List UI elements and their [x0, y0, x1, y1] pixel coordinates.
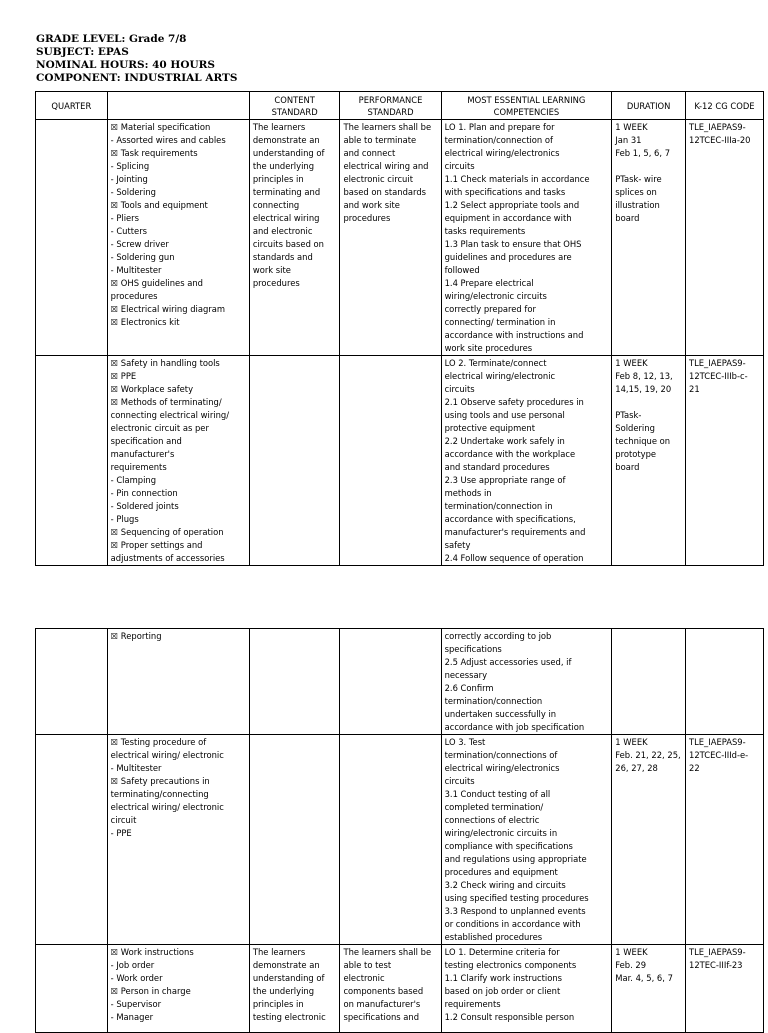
col-header-duration: DURATION — [612, 92, 686, 120]
cell-line: 14,15, 19, 20 — [615, 384, 672, 394]
cell-line: and connect — [343, 148, 396, 158]
cell-line: 3.2 Check wiring and circuits — [444, 880, 566, 890]
cell-line: - Job order — [110, 960, 155, 970]
cell-line: with specifications and tasks — [444, 187, 566, 197]
col-header-performance-standard: PERFORMANCE STANDARD — [340, 92, 441, 120]
table-row — [36, 629, 764, 735]
cell-line: 22 — [688, 763, 700, 773]
cell-line: procedures — [110, 291, 158, 301]
duration-cell — [612, 735, 686, 945]
cell-line: 2.4 Follow sequence of operation — [444, 553, 584, 563]
cell-line: the underlying — [252, 986, 315, 996]
cell-line: Feb. 21, 22, 25, — [615, 750, 681, 760]
melc-cell — [441, 120, 612, 356]
cell-line: work site — [252, 265, 291, 275]
cell-line: - Soldering gun — [110, 252, 175, 262]
quarter-cell — [36, 120, 108, 356]
cell-line: 12TCEC-IIIb-c- — [688, 371, 748, 381]
cell-line: The learners — [252, 122, 306, 132]
cell-line: LO 1. Determine criteria for — [444, 947, 560, 957]
cell-line: terminating and — [252, 187, 321, 197]
cell-line: - Pin connection — [110, 488, 178, 498]
cell-line: - Soldering — [110, 187, 156, 197]
cell-line: circuits — [444, 776, 475, 786]
cell-line: or conditions in accordance with — [444, 919, 581, 929]
cell-line: specification and — [110, 436, 182, 446]
cell-line: Feb. 29 — [615, 960, 647, 970]
cell-line: and electronic — [252, 226, 313, 236]
cell-line: Soldering — [615, 423, 655, 433]
cell-line: electronic circuit — [343, 174, 413, 184]
cell-line: 1.4 Prepare electrical — [444, 278, 534, 288]
col-header-melc: MOST ESSENTIAL LEARNING COMPETENCIES — [441, 92, 612, 120]
cell-line: accordance with specifications, — [444, 514, 576, 524]
cell-line: accordance with the workplace — [444, 449, 576, 459]
cell-line: established procedures — [444, 932, 543, 942]
nominal-hours: NOMINAL HOURS: 40 HOURS — [36, 59, 215, 71]
cell-line: board — [615, 462, 640, 472]
curriculum-table-page-1 — [35, 91, 764, 566]
content-standard-cell — [249, 629, 340, 735]
cell-line: adjustments of accessories — [110, 553, 225, 563]
cell-line: able to terminate — [343, 135, 417, 145]
content-cell — [107, 120, 249, 356]
content-standard-cell — [249, 120, 340, 356]
cell-line: ☒ Person in charge — [110, 986, 191, 996]
cell-line: specifications and — [343, 1012, 420, 1022]
cell-line: specifications — [444, 644, 502, 654]
cell-line: demonstrate an — [252, 135, 320, 145]
cell-line: understanding of — [252, 973, 325, 983]
cell-line: prototype — [615, 449, 657, 459]
cell-line: based on job order or client — [444, 986, 561, 996]
quarter-cell — [36, 356, 108, 566]
cell-line: - Pliers — [110, 213, 139, 223]
performance-standard-cell — [340, 945, 441, 1033]
cell-line: equipment in accordance with — [444, 213, 572, 223]
cell-line: and work site — [343, 200, 400, 210]
performance-standard-cell — [340, 629, 441, 735]
content-cell — [107, 735, 249, 945]
cell-line: ☒ Testing procedure of — [110, 737, 207, 747]
cell-line: 1.2 Select appropriate tools and — [444, 200, 580, 210]
content-standard-cell — [249, 356, 340, 566]
col-header-content — [107, 92, 249, 120]
cell-line: - Manager — [110, 1012, 154, 1022]
table-header-row — [36, 92, 764, 120]
cell-line: safety — [444, 540, 471, 550]
cell-line: requirements — [444, 999, 501, 1009]
cell-line: electrical wiring/ electronic — [110, 802, 224, 812]
cell-line: wiring/electronic circuits in — [444, 828, 558, 838]
cell-line: the underlying — [252, 161, 315, 171]
cell-line: 26, 27, 28 — [615, 763, 658, 773]
cell-line: ☒ Task requirements — [110, 148, 198, 158]
performance-standard-cell — [340, 356, 441, 566]
cell-line: 1 WEEK — [615, 737, 648, 747]
cell-line: connecting — [252, 200, 300, 210]
code-cell — [685, 629, 763, 735]
cell-line: requirements — [110, 462, 167, 472]
code-cell — [685, 735, 763, 945]
cell-line: - PPE — [110, 828, 132, 838]
melc-cell — [441, 735, 612, 945]
quarter-cell — [36, 945, 108, 1033]
cell-line: electrical wiring and — [343, 161, 429, 171]
cell-line: 2.5 Adjust accessories used, if — [444, 657, 572, 667]
cell-line: components based — [343, 986, 424, 996]
melc-cell — [441, 945, 612, 1033]
cell-line: standards and — [252, 252, 313, 262]
cell-line: 12TEC-IIIf-23 — [688, 960, 743, 970]
cell-line: electronic circuit as per — [110, 423, 209, 433]
quarter-cell — [36, 629, 108, 735]
col-header-content-standard: CONTENT STANDARD — [249, 92, 340, 120]
cell-line: termination/connection in — [444, 501, 553, 511]
cell-line: followed — [444, 265, 480, 275]
cell-line: accordance with instructions and — [444, 330, 584, 340]
cell-line: PTask- wire — [615, 174, 662, 184]
cell-line: ☒ Methods of terminating/ — [110, 397, 222, 407]
col-header-quarter: QUARTER — [36, 92, 108, 120]
cell-line: 1.1 Check materials in accordance — [444, 174, 590, 184]
component: COMPONENT: INDUSTRIAL ARTS — [36, 72, 238, 84]
cell-line: termination/connection of — [444, 135, 553, 145]
cell-line: Feb 8, 12, 13, — [615, 371, 673, 381]
document-header — [36, 33, 237, 85]
performance-standard-cell — [340, 120, 441, 356]
cell-line: ☒ OHS guidelines and — [110, 278, 203, 288]
cell-line: electrical wiring/electronics — [444, 148, 560, 158]
cell-line: ☒ PPE — [110, 371, 137, 381]
cell-line: LO 2. Terminate/connect — [444, 358, 547, 368]
cell-line: ☒ Material specification — [110, 122, 211, 132]
cell-line: ☒ Sequencing of operation — [110, 527, 224, 537]
cell-line: procedures — [343, 213, 391, 223]
cell-line: principles in — [252, 999, 304, 1009]
duration-cell — [612, 629, 686, 735]
code-cell — [685, 120, 763, 356]
cell-line: guidelines and procedures are — [444, 252, 572, 262]
cell-line: 3.3 Respond to unplanned events — [444, 906, 586, 916]
cell-line: tasks requirements — [444, 226, 526, 236]
cell-line: based on standards — [343, 187, 427, 197]
cell-line: work site procedures — [444, 343, 533, 353]
cell-line: ☒ Reporting — [110, 631, 162, 641]
cell-line: Feb 1, 5, 6, 7 — [615, 148, 671, 158]
cell-line: ☒ Proper settings and — [110, 540, 203, 550]
code-cell — [685, 356, 763, 566]
cell-line: accordance with job specification — [444, 722, 585, 732]
content-cell — [107, 629, 249, 735]
table-row — [36, 120, 764, 356]
cell-line: LO 1. Plan and prepare for — [444, 122, 555, 132]
duration-cell — [612, 945, 686, 1033]
cell-line: connecting/ termination in — [444, 317, 556, 327]
cell-line: PTask- — [615, 410, 642, 420]
cell-line: necessary — [444, 670, 488, 680]
cell-line: able to test — [343, 960, 392, 970]
subject: SUBJECT: EPAS — [36, 46, 129, 58]
melc-cell — [441, 629, 612, 735]
cell-line: 2.1 Observe safety procedures in — [444, 397, 584, 407]
cell-line: 1.1 Clarify work instructions — [444, 973, 563, 983]
cell-line: - Screw driver — [110, 239, 169, 249]
cell-line: methods in — [444, 488, 492, 498]
quarter-cell — [36, 735, 108, 945]
cell-line: ☒ Electrical wiring diagram — [110, 304, 226, 314]
cell-line: board — [615, 213, 640, 223]
cell-line: TLE_IAEPAS9- — [688, 122, 746, 132]
cell-line: circuits — [444, 161, 475, 171]
cell-line: TLE_IAEPAS9- — [688, 737, 746, 747]
cell-line: splices on — [615, 187, 657, 197]
cell-line: 12TCEC-IIId-e- — [688, 750, 749, 760]
cell-line: The learners — [252, 947, 306, 957]
cell-line: ☒ Tools and equipment — [110, 200, 208, 210]
cell-line: ☒ Workplace safety — [110, 384, 194, 394]
cell-line: protective equipment — [444, 423, 536, 433]
cell-line: and standard procedures — [444, 462, 550, 472]
cell-line: Mar. 4, 5, 6, 7 — [615, 973, 673, 983]
cell-line: using specified testing procedures — [444, 893, 589, 903]
cell-line: LO 3. Test — [444, 737, 486, 747]
cell-line: - Supervisor — [110, 999, 162, 1009]
cell-line: technique on — [615, 436, 671, 446]
cell-line: procedures — [252, 278, 300, 288]
cell-line: - Soldered joints — [110, 501, 179, 511]
cell-line: principles in — [252, 174, 304, 184]
cell-line: using tools and use personal — [444, 410, 565, 420]
table-row — [36, 735, 764, 945]
cell-line: 12TCEC-IIIa-20 — [688, 135, 751, 145]
code-cell — [685, 945, 763, 1033]
cell-line: - Multitester — [110, 763, 162, 773]
cell-line: circuit — [110, 815, 137, 825]
cell-line: 21 — [688, 384, 700, 394]
cell-line: demonstrate an — [252, 960, 320, 970]
cell-line: electrical wiring/electronics — [444, 763, 560, 773]
cell-line: electronic — [343, 973, 385, 983]
col-header-code: K-12 CG CODE — [685, 92, 763, 120]
cell-line: Jan 31 — [615, 135, 642, 145]
table-row — [36, 356, 764, 566]
cell-line: - Jointing — [110, 174, 148, 184]
grade-level: GRADE LEVEL: Grade 7/8 — [36, 33, 187, 45]
cell-line: termination/connection — [444, 696, 543, 706]
cell-line: 1 WEEK — [615, 122, 648, 132]
duration-cell — [612, 356, 686, 566]
cell-line: manufacturer's — [110, 449, 175, 459]
cell-line: procedures and equipment — [444, 867, 558, 877]
cell-line: undertaken successfully in — [444, 709, 557, 719]
cell-line: testing electronics components — [444, 960, 577, 970]
performance-standard-cell — [340, 735, 441, 945]
cell-line: illustration — [615, 200, 660, 210]
content-standard-cell — [249, 945, 340, 1033]
cell-line: manufacturer's requirements and — [444, 527, 586, 537]
cell-line: - Splicing — [110, 161, 150, 171]
cell-line: termination/connections of — [444, 750, 558, 760]
curriculum-table-page-2 — [35, 628, 764, 1033]
cell-line: electrical wiring — [252, 213, 320, 223]
cell-line — [615, 396, 682, 409]
cell-line: 2.6 Confirm — [444, 683, 494, 693]
cell-line: on manufacturer's — [343, 999, 421, 1009]
cell-line: electrical wiring/ electronic — [110, 750, 224, 760]
cell-line: correctly prepared for — [444, 304, 536, 314]
cell-line: The learners shall be — [343, 947, 432, 957]
cell-line: TLE_IAEPAS9- — [688, 947, 746, 957]
cell-line: 1 WEEK — [615, 947, 648, 957]
cell-line: TLE_IAEPAS9- — [688, 358, 746, 368]
duration-cell — [612, 120, 686, 356]
cell-line: 1.3 Plan task to ensure that OHS — [444, 239, 582, 249]
cell-line: ☒ Safety precautions in — [110, 776, 210, 786]
cell-line: - Work order — [110, 973, 163, 983]
cell-line: compliance with specifications — [444, 841, 573, 851]
cell-line: electrical wiring/electronic — [444, 371, 556, 381]
cell-line: understanding of — [252, 148, 325, 158]
cell-line: - Cutters — [110, 226, 148, 236]
cell-line: wiring/electronic circuits — [444, 291, 547, 301]
cell-line: circuits based on — [252, 239, 324, 249]
cell-line: 1.2 Consult responsible person — [444, 1012, 575, 1022]
cell-line: The learners shall be — [343, 122, 432, 132]
cell-line: connections of electric — [444, 815, 540, 825]
melc-cell — [441, 356, 612, 566]
cell-line: circuits — [444, 384, 475, 394]
cell-line: - Plugs — [110, 514, 139, 524]
content-cell — [107, 356, 249, 566]
content-cell — [107, 945, 249, 1033]
cell-line: testing electronic — [252, 1012, 326, 1022]
cell-line: - Assorted wires and cables — [110, 135, 226, 145]
cell-line: - Multitester — [110, 265, 162, 275]
cell-line: 2.2 Undertake work safely in — [444, 436, 565, 446]
cell-line: connecting electrical wiring/ — [110, 410, 230, 420]
cell-line: 3.1 Conduct testing of all — [444, 789, 551, 799]
cell-line — [615, 160, 682, 173]
cell-line: 2.3 Use appropriate range of — [444, 475, 566, 485]
cell-line: completed termination/ — [444, 802, 544, 812]
cell-line: terminating/connecting — [110, 789, 209, 799]
cell-line: correctly according to job — [444, 631, 552, 641]
cell-line: - Clamping — [110, 475, 157, 485]
content-standard-cell — [249, 735, 340, 945]
cell-line: ☒ Work instructions — [110, 947, 194, 957]
cell-line: ☒ Safety in handling tools — [110, 358, 220, 368]
cell-line: 1 WEEK — [615, 358, 648, 368]
table-row — [36, 945, 764, 1033]
cell-line: ☒ Electronics kit — [110, 317, 180, 327]
cell-line: and regulations using appropriate — [444, 854, 587, 864]
